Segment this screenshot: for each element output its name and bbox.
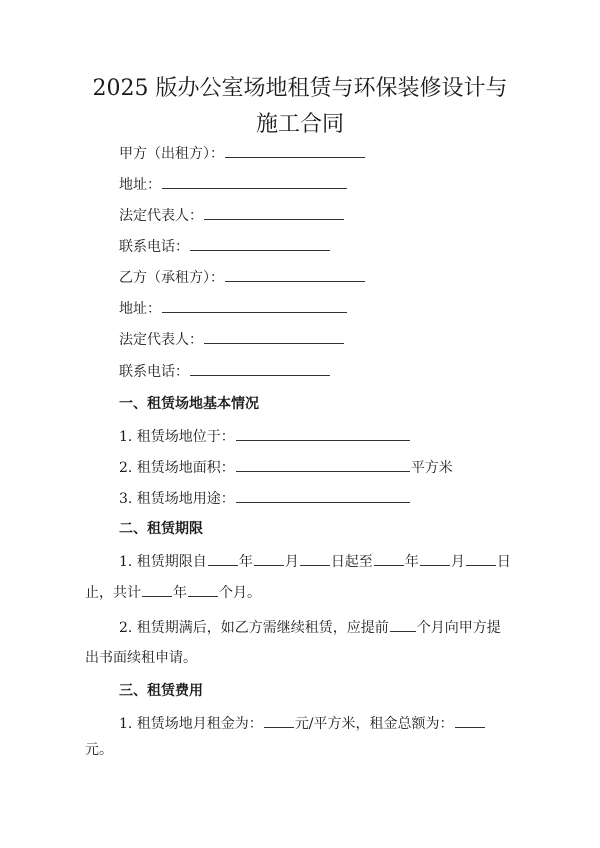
end-month-blank — [420, 551, 450, 566]
section-1-item-2-label: 2. 租赁场地面积： — [119, 460, 235, 476]
renewal-text: 2. 租赁期满后，如乙方需继续租赁，应提前 — [119, 620, 389, 636]
total-years-blank — [142, 582, 172, 597]
rent-text: 1. 租赁场地月租金为： — [119, 716, 263, 732]
party-b-name-blank — [225, 267, 365, 282]
start-month-blank — [254, 551, 284, 566]
end-year-blank — [374, 551, 404, 566]
section-1-item-1 — [119, 426, 411, 447]
year-label: 年 — [238, 554, 253, 570]
year-label: 年 — [404, 554, 419, 570]
start-day-blank — [300, 551, 330, 566]
total-term-text: 止，共计 — [85, 585, 141, 601]
section-2-p1-line-2 — [85, 582, 261, 603]
party-b-rep-label: 法定代表人： — [119, 332, 203, 348]
party-b-rep-blank — [204, 329, 344, 344]
rent-total-text: 元/平方米，租金总额为： — [294, 716, 454, 732]
party-a-phone-label: 联系电话： — [119, 239, 189, 255]
area-unit: 平方米 — [410, 460, 453, 476]
rent-total-blank — [455, 713, 485, 728]
contract-title-line-1: 2025 版办公室场地租赁与环保装修设计与 — [92, 76, 508, 101]
party-b-address-blank — [162, 298, 347, 313]
party-a-phone-row — [119, 236, 331, 257]
end-day-blank — [466, 551, 496, 566]
section-2-p2-line-2: 出书面续租申请。 — [85, 650, 197, 666]
month-label: 月 — [450, 554, 465, 570]
party-a-phone-blank — [190, 236, 330, 251]
usage-blank — [236, 488, 410, 503]
party-a-name-label: 甲方（出租方）： — [119, 146, 224, 162]
section-3-p1-line-2: 元。 — [85, 742, 113, 758]
contract-title-line-2: 施工合同 — [255, 112, 344, 137]
party-b-address-label: 地址： — [119, 301, 161, 317]
year-label: 年 — [173, 585, 187, 601]
party-a-name-row — [119, 143, 366, 164]
months-end-label: 个月。 — [219, 585, 261, 601]
renewal-notice-blank — [390, 617, 416, 632]
day-from-label: 日起至 — [330, 554, 373, 570]
section-1-item-3-label: 3. 租赁场地用途： — [119, 491, 235, 507]
party-b-name-row — [119, 267, 366, 288]
party-b-phone-row — [119, 361, 331, 382]
start-year-blank — [208, 551, 238, 566]
party-a-rep-label: 法定代表人： — [119, 208, 203, 224]
rent-rate-blank — [264, 713, 294, 728]
term-start-text: 1. 租赁期限自 — [119, 554, 207, 570]
section-1-item-3 — [119, 488, 411, 509]
total-months-blank — [188, 582, 218, 597]
party-a-address-row — [119, 174, 348, 195]
section-3-p1-line-1 — [119, 713, 486, 734]
section-1-heading: 一、租赁场地基本情况 — [119, 396, 259, 412]
month-label: 月 — [284, 554, 299, 570]
section-1-item-2 — [119, 457, 453, 478]
party-a-rep-row — [119, 205, 345, 226]
section-2-heading: 二、租赁期限 — [119, 521, 203, 537]
party-a-name-blank — [225, 143, 365, 158]
section-1-item-1-label: 1. 租赁场地位于： — [119, 429, 235, 445]
party-b-phone-label: 联系电话： — [119, 364, 189, 380]
day-end-label: 日 — [496, 554, 511, 570]
party-b-name-label: 乙方（承租方）： — [119, 270, 224, 286]
party-a-address-label: 地址： — [119, 177, 161, 193]
section-2-p2-line-1 — [119, 617, 501, 638]
party-a-rep-blank — [204, 205, 344, 220]
area-blank — [236, 457, 410, 472]
renewal-text-cont: 个月向甲方提 — [416, 620, 501, 636]
party-b-address-row — [119, 298, 348, 319]
party-b-rep-row — [119, 329, 345, 350]
location-blank — [236, 426, 410, 441]
section-2-p1-line-1 — [119, 551, 511, 572]
section-3-heading: 三、租赁费用 — [119, 683, 203, 699]
party-a-address-blank — [162, 174, 347, 189]
party-b-phone-blank — [190, 361, 330, 376]
